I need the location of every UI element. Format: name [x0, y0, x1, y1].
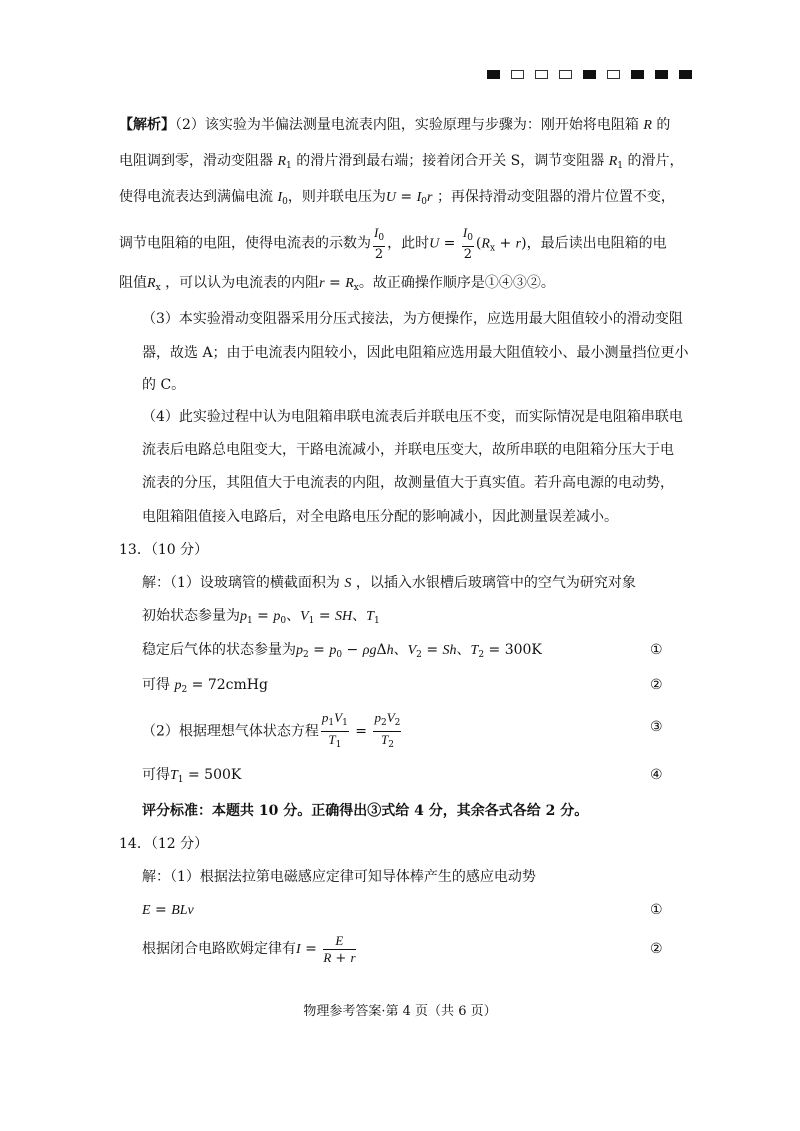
equation-number: ② — [650, 677, 663, 693]
header-square — [559, 70, 572, 79]
q13-line: （2）根据理想气体状态方程 $\frac{p_1V_1}{T_1}$ = $\frac{p_2V_2}{T_2}$ ③ — [142, 710, 672, 753]
equation-number: ② — [650, 941, 663, 957]
analysis-line: 流表的分压，其阻值大于电流表的内阻，故测量值大于真实值。若升高电源的电动势， — [142, 475, 674, 491]
q13-line: 解：（1）设玻璃管的横截面积为 S ，以插入水银槽后玻璃管中的空气为研究对象 — [142, 575, 636, 591]
header-square — [535, 70, 548, 79]
q13-line: 稳定后气体的状态参量为$p_2 = p_0 - \rho g\Delta h$、$V_2 = Sh$、$T_2 = 300K$ ① — [142, 642, 663, 660]
scoring-standard: 评分标准：本题共 10 分。正确得出③式给 4 分，其余各式各给 2 分。 — [142, 803, 589, 819]
header-square — [631, 70, 644, 79]
fraction: $\frac{I_0}{2}$ — [374, 225, 385, 262]
equation-number: ④ — [650, 767, 663, 783]
analysis-line: 调节电阻箱的电阻，使得电流表的示数为 $\frac{I_0}{2}$ ，此时U = $\frac{I_0}{2}$ $(R_x + r)$，最后读出电阻箱的电 — [119, 225, 667, 262]
q14-line: 解：（1）根据法拉第电磁感应定律可知导体棒产生的感应电动势 — [142, 869, 536, 885]
analysis-line: 器，故选 A；由于电流表内阻较小，因此电阻箱应选用最大阻值较小、最小测量挡位更小 — [142, 345, 689, 361]
analysis-line: 【解析】（2）该实验为半偏法测量电流表内阻，实验原理与步骤为：刚开始将电阻箱 R 的 — [119, 117, 671, 133]
analysis-line: 流表后电路总电阻变大，干路电流减小，并联电压变大，故所串联的电阻箱分压大于电 — [142, 442, 674, 458]
analysis-line: （4）此实验过程中认为电阻箱串联电流表后并联电压不变，而实际情况是电阻箱串联电 — [142, 409, 683, 425]
page-footer: 物理参考答案·第 4 页（共 6 页） — [303, 1004, 497, 1019]
analysis-line: 电阻调到零，滑动变阻器 $R_1$ 的滑片滑到最右端；接着闭合开关 S，调节变阻器 $R_1$ 的滑片， — [119, 153, 684, 171]
q14-heading: 14．（12 分） — [119, 836, 209, 852]
q14-line: E = BLv ① — [142, 902, 663, 918]
fraction: $\frac{p_2V_2}{T_2}$ — [374, 710, 401, 750]
analysis-label: 【解析】 — [119, 117, 175, 133]
analysis-line: 电阻箱阻值接入电路后，对全电路电压分配的影响减小，因此测量误差减小。 — [142, 509, 618, 525]
header-square — [511, 70, 524, 79]
analysis-line: （3）本实验滑动变阻器采用分压式接法，为方便操作，应选用最大阻值较小的滑动变阻 — [142, 311, 683, 327]
q14-line: 根据闭合电路欧姆定律有I = $\frac{E}{R + r}$ ② — [142, 932, 663, 966]
equation-number: ③ — [650, 719, 663, 735]
fraction: $\frac{I_0}{2}$ — [462, 225, 473, 262]
analysis-line: 阻值$R_x$ ，可以认为电流表的内阻$r = R_x$。故正确操作顺序是①④③②。 — [119, 275, 555, 293]
analysis-line: 的 C。 — [142, 377, 186, 393]
q13-line: 可得$T_1 = 500K$ ④ — [142, 767, 663, 785]
equation-number: ① — [650, 642, 663, 658]
header-square — [655, 70, 668, 79]
header-square — [487, 70, 500, 79]
equation-number: ① — [650, 902, 663, 918]
header-square — [583, 70, 596, 79]
fraction: $\frac{E}{R + r}$ — [323, 932, 356, 966]
analysis-line: 使得电流表达到满偏电流 $I_0$，则并联电压为$U = I_0r$ ；再保持滑动变阻器的滑片位置不变， — [119, 189, 675, 207]
fraction: $\frac{p_1V_1}{T_1}$ — [321, 710, 348, 750]
q13-line: 初始状态参量为$p_1 = p_0$、$V_1$ = SH、$T_1$ — [142, 608, 380, 626]
q13-heading: 13．（10 分） — [119, 542, 209, 558]
q13-line: 可得 $p_2$ = 72cmHg ② — [142, 677, 663, 695]
header-square — [679, 70, 692, 79]
header-square — [607, 70, 620, 79]
